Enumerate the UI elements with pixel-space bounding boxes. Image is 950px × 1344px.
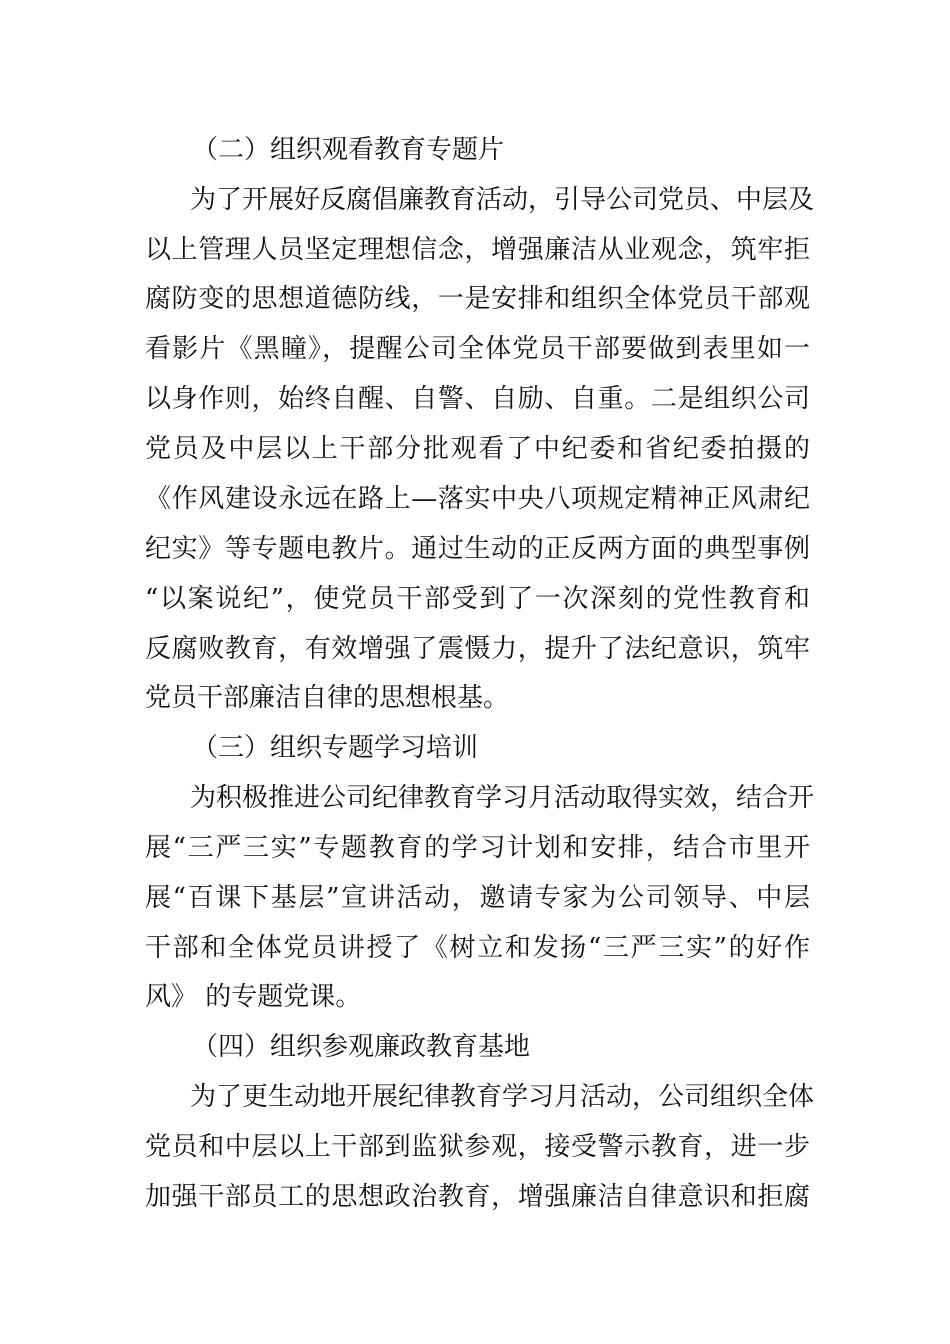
paragraph-line: 腐防变的思想道德防线，一是安排和组织全体党员干部观 — [145, 284, 810, 314]
paragraph-line: 党员干部廉洁自律的思想根基。 — [145, 683, 510, 713]
paragraph-line: 《作风建设永远在路上—落实中央八项规定精神正风肃纪 — [145, 484, 810, 514]
paragraph-line: 为了开展好反腐倡廉教育活动，引导公司党员、中层及 — [190, 185, 815, 215]
paragraph-line: 纪实》等专题电教片。通过生动的正反两方面的典型事例 — [145, 534, 810, 564]
paragraph-line: 风》 的专题党课。 — [145, 982, 362, 1012]
paragraph-line: 党员及中层以上干部分批观看了中纪委和省纪委拍摄的 — [145, 434, 810, 464]
section-heading-2: （二）组织观看教育专题片 — [192, 135, 505, 165]
paragraph-line: 干部和全体党员讲授了《树立和发扬“三严三实”的好作 — [145, 933, 810, 963]
paragraph-line: 为了更生动地开展纪律教育学习月活动，公司组织全体 — [190, 1082, 815, 1112]
section-heading-4: （四）组织参观廉政教育基地 — [192, 1032, 531, 1062]
paragraph-line: 以上管理人员坚定理想信念，增强廉洁从业观念，筑牢拒 — [145, 235, 810, 265]
paragraph-line: 反腐败教育，有效增强了震慑力，提升了法纪意识，筑牢 — [145, 634, 810, 664]
paragraph-line: 看影片《黑瞳》，提醒公司全体党员干部要做到表里如一 — [145, 334, 810, 364]
paragraph-line: 展“百课下基层”宣讲活动，邀请专家为公司领导、中层 — [145, 883, 810, 913]
paragraph-line: 以身作则，始终自醒、自警、自励、自重。二是组织公司 — [145, 384, 810, 414]
paragraph-line: “以案说纪”，使党员干部受到了一次深刻的党性教育和 — [145, 584, 810, 614]
paragraph-line: 加强干部员工的思想政治教育，增强廉洁自律意识和拒腐 — [145, 1182, 810, 1212]
section-heading-3: （三）组织专题学习培训 — [192, 733, 479, 763]
paragraph-line: 为积极推进公司纪律教育学习月活动取得实效，结合开 — [190, 783, 815, 813]
paragraph-line: 党员和中层以上干部到监狱参观，接受警示教育，进一步 — [145, 1132, 810, 1162]
paragraph-line: 展“三严三实”专题教育的学习计划和安排，结合市里开 — [145, 833, 810, 863]
